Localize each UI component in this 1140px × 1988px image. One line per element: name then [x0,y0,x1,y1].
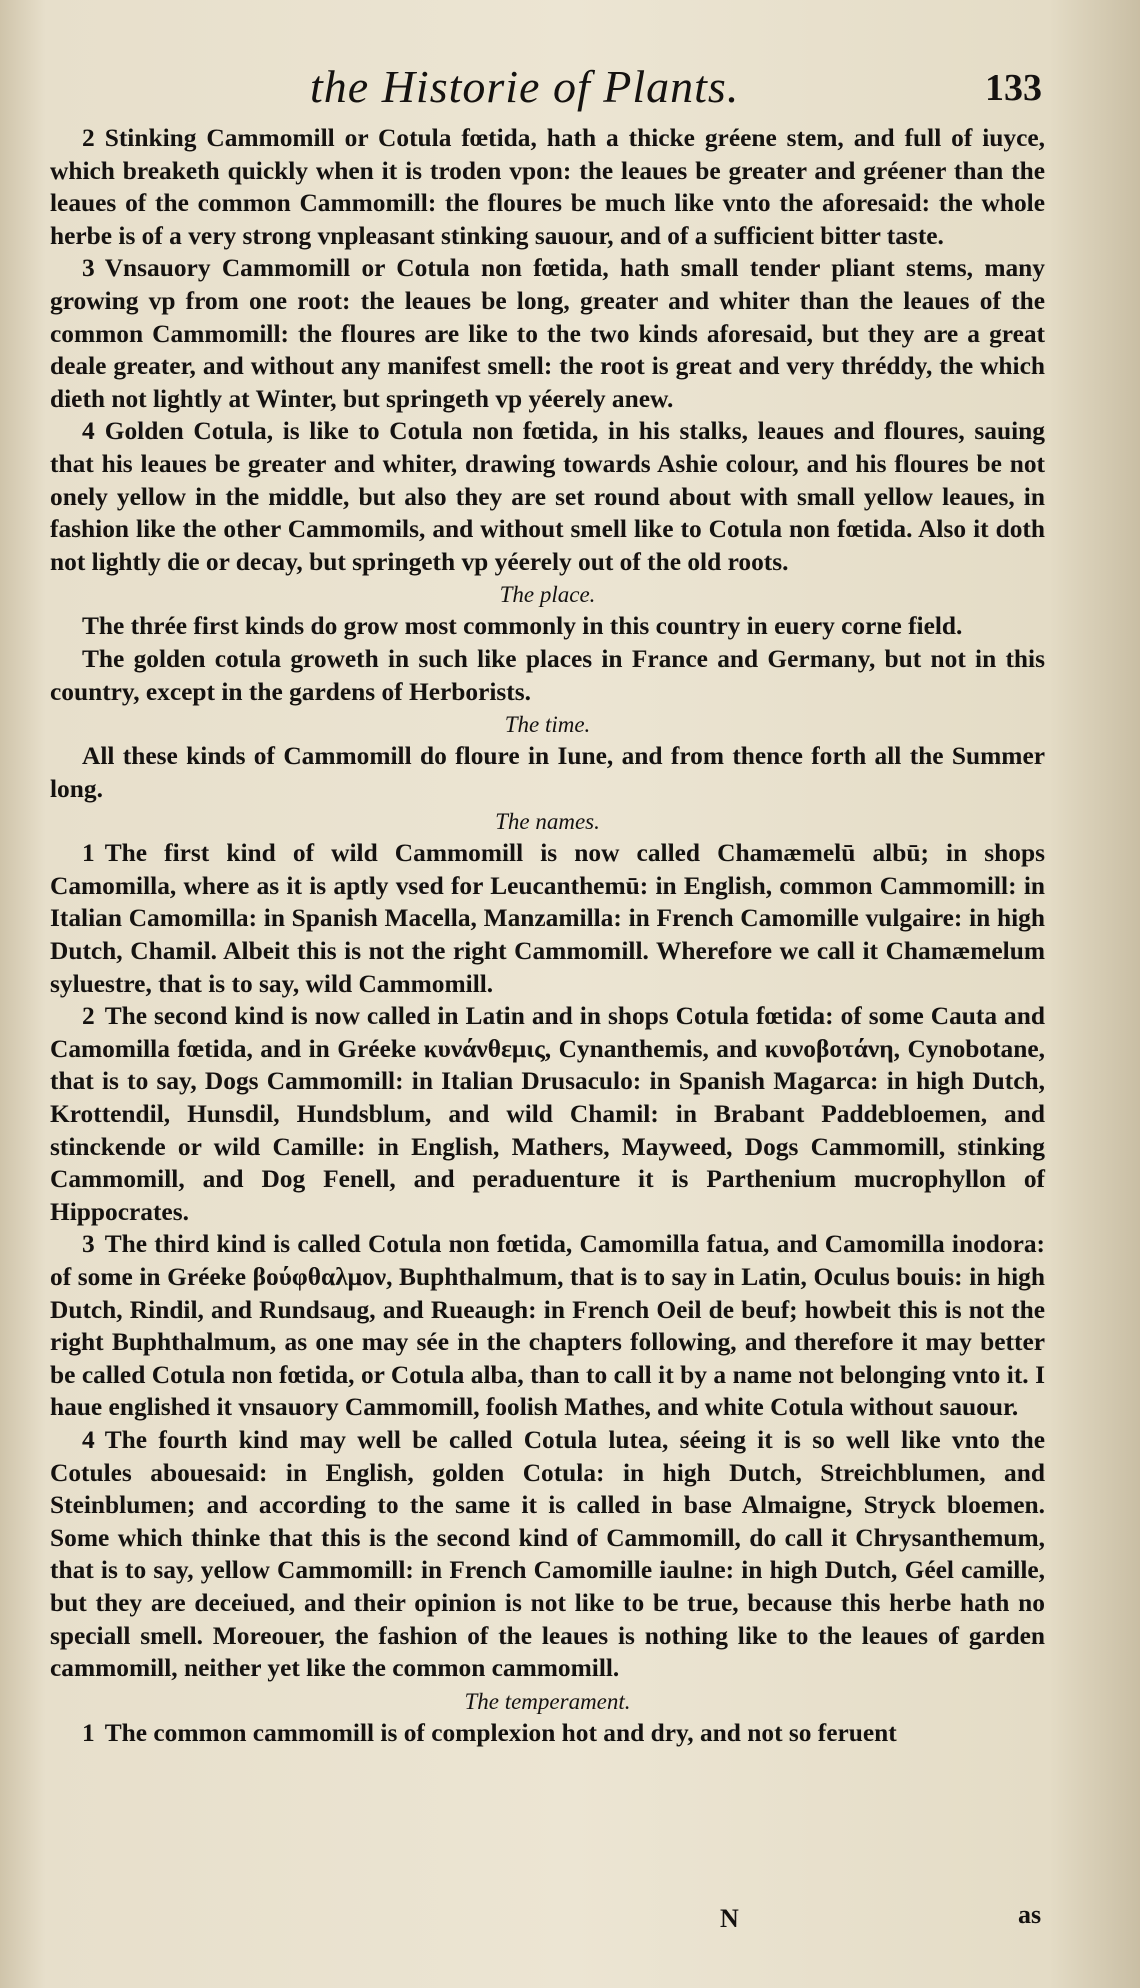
section-heading: The time. [504,712,591,738]
paragraph [50,1228,1045,1424]
paragraph [50,610,1045,643]
paragraph-number: 1 [82,1718,95,1747]
paragraph-number: 2 [82,1002,95,1031]
signature-mark: N [720,1904,739,1933]
paragraph [50,1717,1045,1750]
paragraph-number: 2 [82,124,95,152]
paragraph-text: The second kind is now called in Latin and in shops Cotula fœtida: of some Cauta and Camomilla fœtida, and in Gréeke κυνάνθεμις, Cynanthemis, and κυνοβοτάνη, Cynobotane, that is to say, Dogs Cammomill: in Italian Drusaculo: in Spanish Magarca: in high Dutch, Krottendil, Hunsdil, Hundsblum, and wild Chamil: in Brabant Paddebloemen, and stinckende or wild Camille: in English, Mathers, Mayweed, Dogs Cammomill, stinking Cammomill, and Dog Fenell, and peraduenture it is Parthenium mucrophyllon of Hippocrates. [50,1002,1045,1226]
paragraph-text: All these kinds of Cammomill do floure in Iune, and from thence forth all the Summer long. [50,742,1045,803]
paragraph [50,122,1045,252]
page-number: 133 [985,67,1042,109]
page-footer [0,1900,1140,1950]
paragraph-number: 4 [82,417,95,446]
paragraph-number: 4 [82,1425,95,1454]
paragraph-text: Vnsauory Cammomill or Cotula non fœtida, hath small tender pliant stems, many growing vp from one root: the leaues be long, greater and whiter than the leaues of the common Cammomill: the floures are like to the two kinds aforesaid, but they are a great deale greater, and without any manifest smell: the root is great and very thréddy, the which dieth not lightly at Winter, but springeth vp yéerely anew. [50,254,1045,413]
paragraph-text: The first kind of wild Cammomill is now called Chamæmelū albū; in shops Camomilla, where as it is aptly vsed for Leucanthemū: in English, common Cammomill: in Italian Camomilla: in Spanish Macella, Manzamilla: in French Camomille vulgaire: in high Dutch, Chamil. Albeit this is not the right Cammomill. Wherefore we call it Chamæmelum syluestre, that is to say, wild Cammomill. [50,839,1045,998]
paragraph [50,837,1045,1000]
paragraph-text: The fourth kind may well be called Cotula lutea, séeing it is so well like vnto the Cotules abouesaid: in English, golden Cotula: in high Dutch, Streichblumen, and Steinblumen; and according to the same it is called in base Almaigne, Stryck bloemen. Some which thinke that this is the second kind of Cammomill, do call it Chrysanthemum, that is to say, yellow Cammomill: in French Camomille iaulne: in high Dutch, Géel camille, but they are deceiued, and their opinion is not like to be true, because this herbe hath no speciall smell. Moreouer, the fashion of the leaues is nothing like to the leaues of garden cammomill, neither yet like the common cammomill. [50,1425,1045,1683]
paragraph [50,740,1045,805]
paragraph-number: 1 [82,839,95,868]
paragraph-text: The golden cotula groweth in such like places in France and Germany, but not in this country, except in the gardens of Herborists. [50,644,1045,706]
paragraph-text: Golden Cotula, is like to Cotula non fœtida, in his stalks, leaues and floures, sauing that his leaues be greater and whiter, drawing towards Ashie colour, and his floures be not onely yellow in the middle, but also they are set round about with small yellow leaues, in fashion like the other Cammomils, and without smell like to Cotula non fœtida. Also it doth not lightly die or decay, but springeth vp yéerely out of the old roots. [50,417,1045,576]
section-heading: The temperament. [464,1688,631,1714]
paragraph-text: The thrée first kinds do grow most commonly in this country in euery corne field. [82,612,963,641]
paragraph-number: 3 [82,254,95,283]
paragraph-number: 3 [82,1230,95,1259]
running-title: the Historie of Plants. [310,61,740,112]
paragraph [50,252,1045,415]
paragraph-text: The third kind is called Cotula non fœtida, Camomilla fatua, and Camomilla inodora: of some in Gréeke βούφθαλμον, Buphthalmum, that is to say in Latin, Oculus bouis: in high Dutch, Rindil, and Rundsaug, and Rueaugh: in French Oeil de beuf; howbeit this is not the right Buphthalmum, as one may sée in the chapters following, and therefore it may better be called Cotula non fœtida, or Cotula alba, than to call it by a name not belonging vnto it. I haue englished it vnsauory Cammomill, foolish Mathes, and white Cotula without sauour. [50,1230,1045,1422]
paragraph-text: The common cammomill is of complexion hot and dry, and not so feruent [104,1718,897,1747]
page-body [50,122,1045,1749]
section-heading: The place. [499,582,596,608]
page-header [0,60,1140,120]
paragraph [50,643,1045,708]
paragraph-text: Stinking Cammomill or Cotula fœtida, hath a thicke gréene stem, and full of iuyce, which breaketh quickly when it is troden vpon: the leaues be greater and gréener than the leaues of the common Cammomill: the floures be much like vnto the aforesaid: the whole herbe is of a very strong vnpleasant stinking sauour, and of a sufficient bitter taste. [50,124,1045,250]
paragraph [50,415,1045,578]
paragraph [50,1424,1045,1685]
catchword: as [1018,1900,1042,1929]
paragraph [50,1000,1045,1228]
section-heading: The names. [495,809,600,835]
